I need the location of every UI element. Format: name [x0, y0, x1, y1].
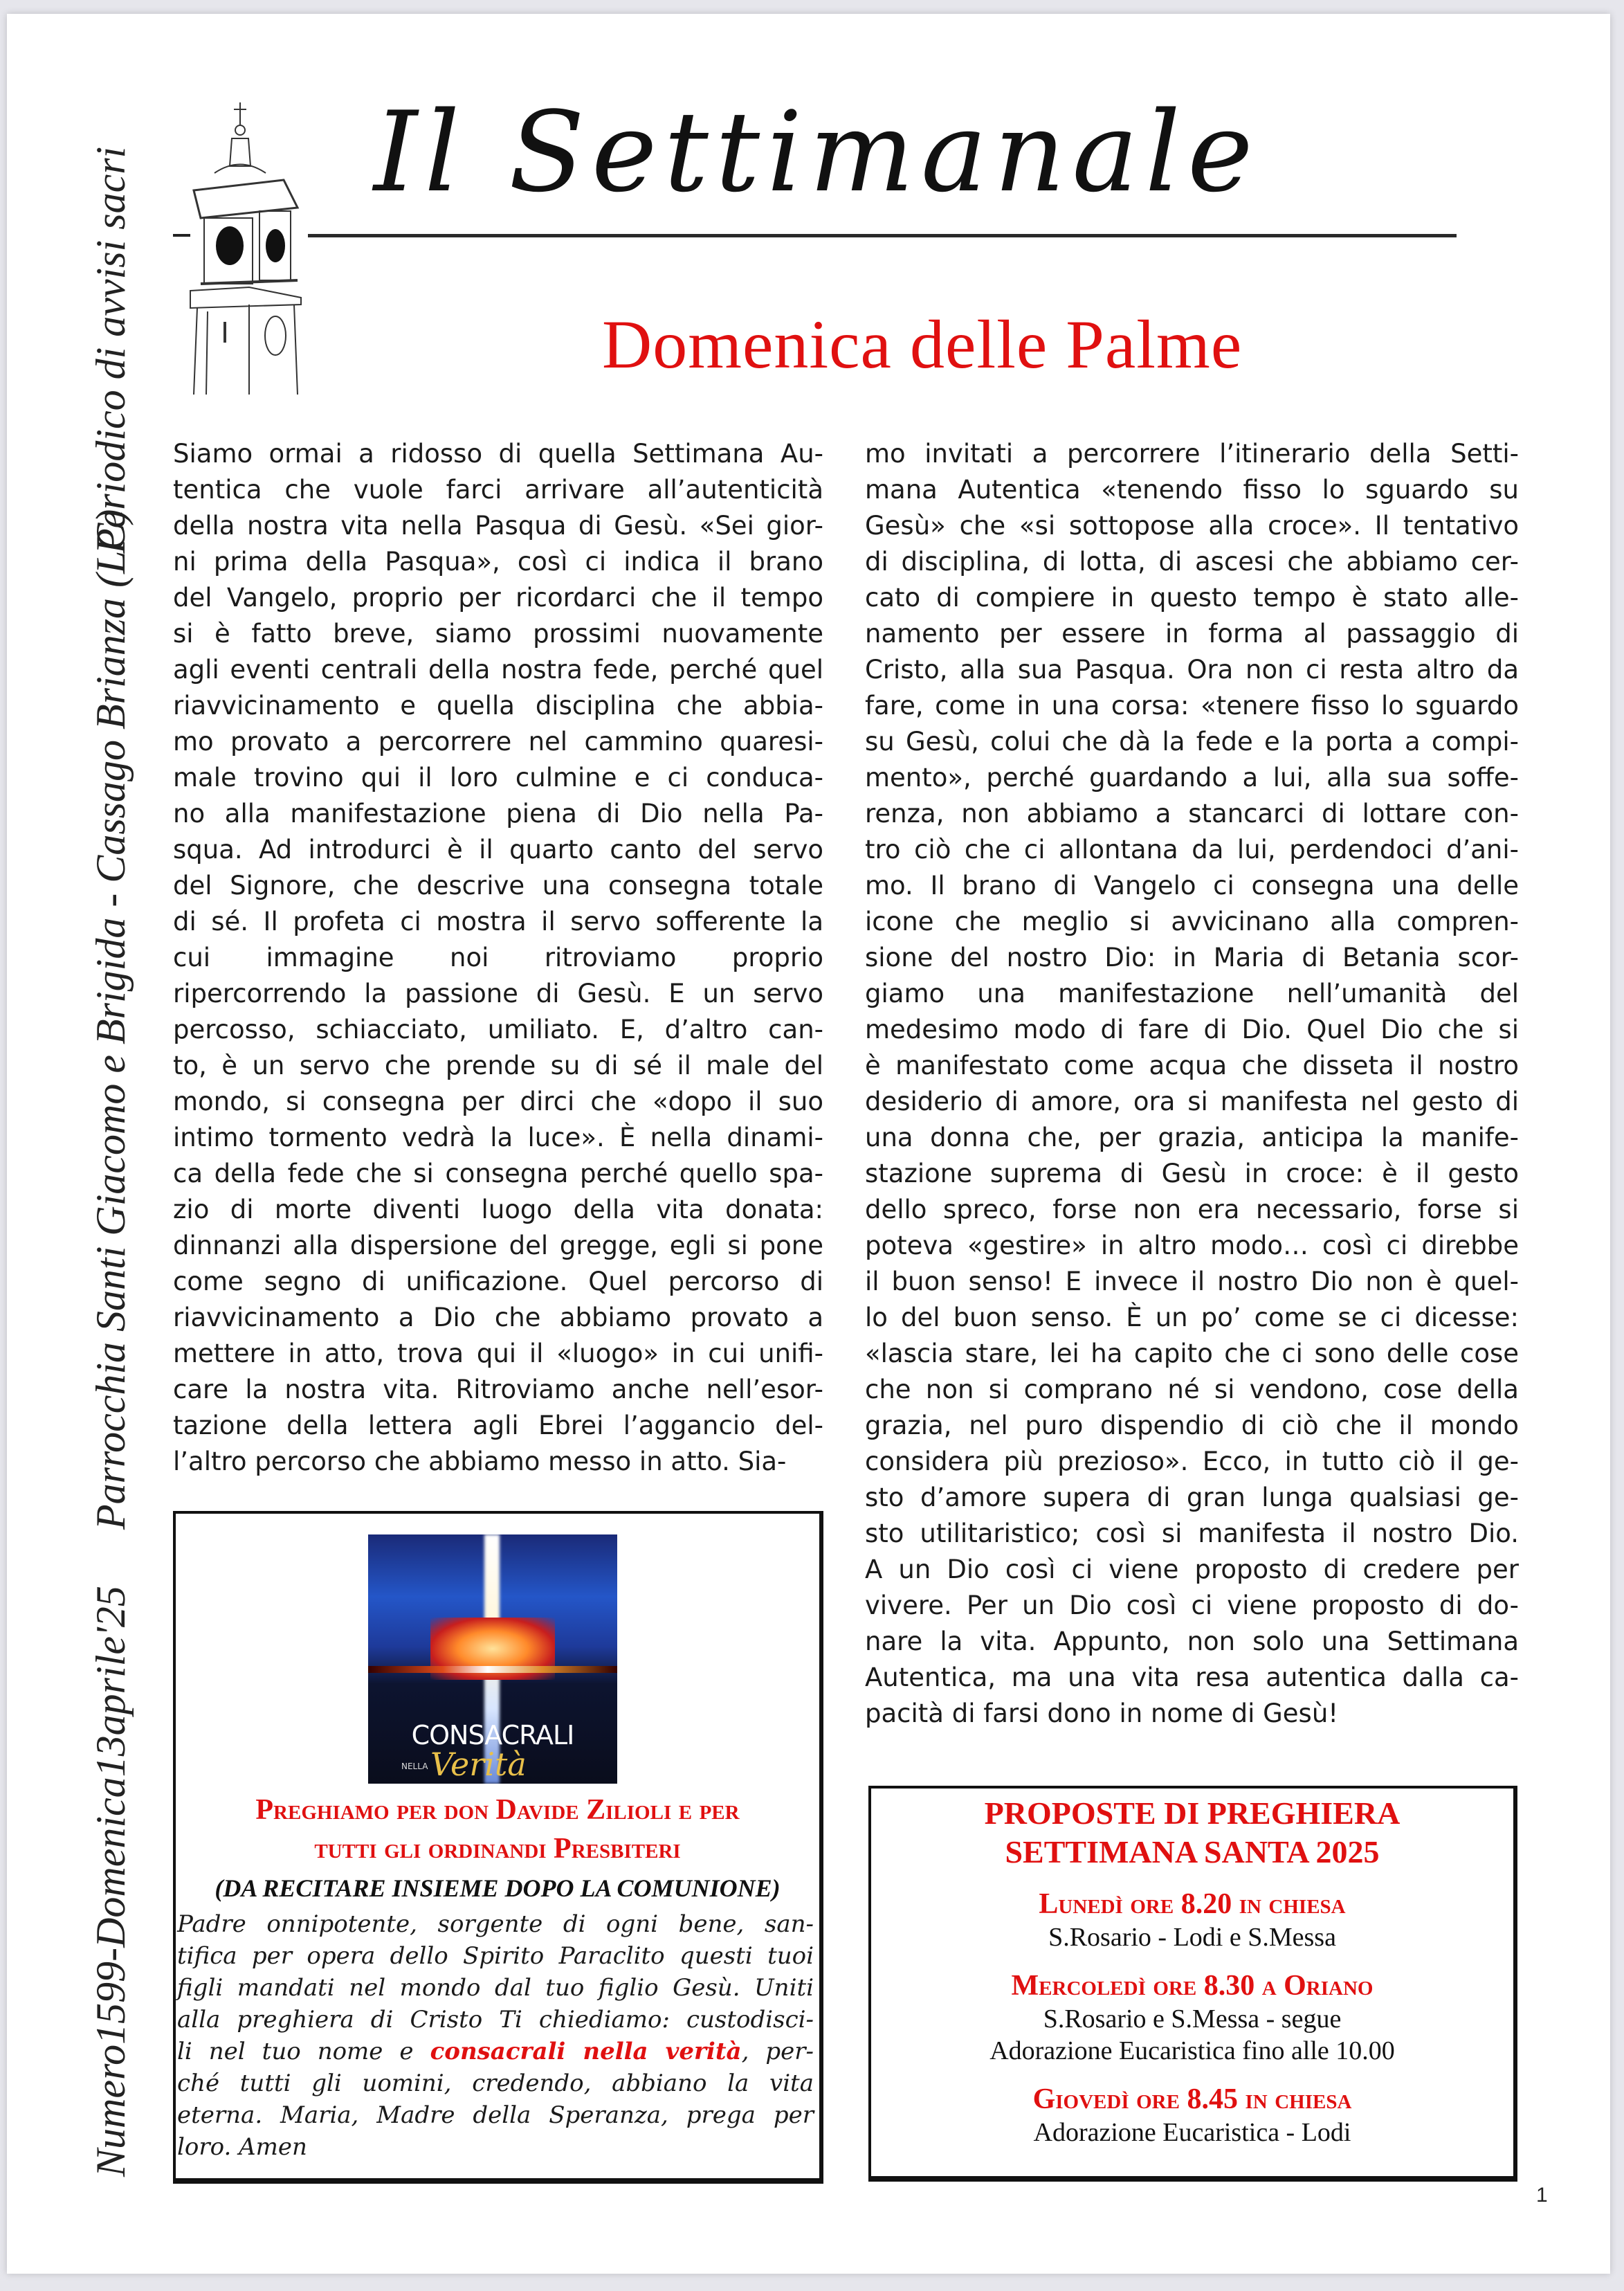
article-line: mo. Il brano di Vangelo ci consegna una delle	[865, 871, 1519, 900]
article-line: considera più prezioso». Ecco, in tutto ciò il ge-	[865, 1447, 1519, 1476]
article-line: Cristo, alla sua Pasqua. Ora non ci resta altro da	[865, 655, 1519, 685]
article-line: mo provato a percorrere nel cammino quaresi-	[173, 727, 823, 757]
article-line: di disciplina, di lotta, di ascesi che abbiamo cer-	[865, 547, 1519, 577]
schedule-box	[868, 1786, 1517, 2182]
article-line: renza, non abbiamo a stancarci di lottare con-	[865, 799, 1519, 828]
prayer-text	[177, 1908, 814, 2163]
article-line: pacità di farsi dono in nome di Gesù!	[865, 1699, 1339, 1728]
event-heading: Lunedì ore 8.20 in chiesa	[1039, 1888, 1346, 1920]
article-line: mettere in atto, trova qui il «luogo» in cui unifi-	[173, 1339, 823, 1368]
article-line: è manifestato come acqua che disseta il nostro	[865, 1051, 1519, 1080]
article-line: su Gesù, colui che dà la fede e la porta a compi-	[865, 727, 1519, 757]
prayer-line-text: li nel tuo nome e	[177, 2038, 430, 2065]
article-line: della nostra vita nella Pasqua di Gesù. «Sei gior-	[173, 511, 823, 541]
article-line: del Signore, che descrive una consegna totale	[173, 871, 823, 900]
prayer-heading	[176, 1791, 819, 1868]
article-line: care la nostra vita. Ritroviamo anche nell’esor-	[173, 1375, 823, 1404]
article-line: sto d’amore supera di gran lunga qualsiasi ge-	[865, 1483, 1519, 1512]
article-line: «lascia stare, lei ha capito che ci sono delle cose	[865, 1339, 1519, 1368]
article-line: medesimo modo di fare di Dio. Quel Dio che si	[865, 1015, 1519, 1044]
article-line: mondo, si consegna per dirci che «dopo il suo	[173, 1087, 823, 1116]
article-column-right	[865, 436, 1519, 1732]
article-line: no alla manifestazione piena di Dio nella Pa-	[173, 799, 823, 828]
article-line: grazia, nel puro dispendio di ciò che il mondo	[865, 1411, 1519, 1440]
prayer-line-text: , per-	[741, 2038, 814, 2065]
schedule-event	[871, 1887, 1513, 1953]
masthead-title: Il Settimanale	[374, 87, 1260, 217]
prayer-heading-line-2: tutti gli ordinandi Presbiteri	[314, 1833, 681, 1865]
consacrali-cover-image	[368, 1534, 617, 1784]
cover-small-text: NELLA	[401, 1762, 428, 1771]
cross-horizontal-graphic	[368, 1666, 617, 1673]
prayer-highlight: consacrali nella verità	[430, 2038, 742, 2065]
article-line: A un Dio così ci viene proposto di credere per	[865, 1555, 1519, 1584]
prayer-line: Padre onnipotente, sorgente di ogni bene, san-	[177, 1910, 814, 1938]
article-line: come segno di unificazione. Quel percorso di	[173, 1267, 823, 1296]
article-line: intimo tormento vedrà la luce». È nella dinami-	[173, 1123, 823, 1152]
article-line: ca della fede che si consegna perché quello spa-	[173, 1159, 823, 1188]
event-detail: S.Rosario - Lodi e S.Messa	[1048, 1923, 1336, 1952]
prayer-subheading: (DA RECITARE INSIEME DOPO LA COMUNIONE)	[215, 1874, 781, 1902]
event-detail: S.Rosario e S.Messa - segue	[1043, 2004, 1342, 2034]
article-line: cui immagine noi ritroviamo proprio	[173, 943, 823, 972]
article-line: il buon senso! E invece il nostro Dio non è quel-	[865, 1267, 1519, 1296]
article-line: zio di morte diventi luogo della vita donata:	[173, 1195, 823, 1224]
article-line: tentica che vuole farci arrivare all’autenticità	[173, 475, 823, 505]
article-line: ripercorrendo la passione di Gesù. E un servo	[173, 979, 823, 1008]
event-heading: Giovedì ore 8.45 in chiesa	[1032, 2083, 1352, 2115]
article-line: di sé. Il profeta ci mostra il servo sofferente la	[173, 907, 823, 936]
article-line: icone che meglio si avvicinano alla compren-	[865, 907, 1519, 936]
article-line: Gesù» che «si sottopose alla croce». Il tentativo	[865, 511, 1519, 541]
schedule-title	[871, 1794, 1513, 1872]
article-line: ni prima della Pasqua», così ci indica il brano	[173, 547, 823, 577]
article-line: mento», perché guardando a lui, alla sua soffe-	[865, 763, 1519, 793]
event-heading: Mercoledì ore 8.30 a Oriano	[1011, 1970, 1374, 2002]
prayer-box	[173, 1511, 823, 2184]
event-detail: Adorazione Eucaristica fino alle 10.00	[989, 2036, 1395, 2065]
article-line: del Vangelo, proprio per ricordarci che il tempo	[173, 583, 823, 613]
article-line: sto utilitaristico; così si manifesta il nostro Dio.	[865, 1519, 1519, 1548]
article-line: riavvicinamento e quella disciplina che abbia-	[173, 691, 823, 721]
article-line: tazione della lettera agli Ebrei l’aggancio del-	[173, 1411, 823, 1440]
article-line: si è fatto breve, siamo prossimi nuovamente	[173, 619, 823, 649]
article-line: cato di compiere in questo tempo è stato alle-	[865, 583, 1519, 613]
prayer-line: tifica per opera dello Spirito Paraclito questi tuoi	[177, 1942, 814, 1970]
newsletter-page	[7, 14, 1610, 2274]
article-line: desiderio di amore, ora si manifesta nel gesto di	[865, 1087, 1519, 1116]
article-line: Siamo ormai a ridosso di quella Settimana Au-	[173, 439, 823, 469]
article-line: tro ciò che ci allontana da lui, perdendoci d’ani-	[865, 835, 1519, 864]
article-line: dello spreco, forse non era necessario, forse si	[865, 1195, 1519, 1224]
prayer-line: loro. Amen	[177, 2133, 307, 2161]
article-column-left	[173, 436, 823, 1480]
masthead-rule	[308, 234, 1457, 237]
issue-label: Numero1599-Domenica13aprile'25	[87, 1586, 134, 2177]
bell-tower-icon	[173, 97, 318, 395]
article-line: riavvicinamento a Dio che abbiamo provato a	[173, 1303, 823, 1332]
prayer-line: ché tutti gli uomini, credendo, abbiano la vita	[177, 2070, 814, 2097]
periodical-label: Periodico di avvisi sacri	[87, 146, 134, 554]
article-line: namento per essere in forma al passaggio di	[865, 619, 1519, 649]
article-line: agli eventi centrali della nostra fede, perché quel	[173, 655, 823, 685]
prayer-line: eterna. Maria, Madre della Speranza, prega per	[177, 2101, 814, 2129]
article-line: squa. Ad introdurci è il quarto canto del servo	[173, 835, 823, 864]
article-line: lo del buon senso. È un po’ come se ci dicesse:	[865, 1303, 1519, 1332]
page-subtitle: Domenica delle Palme	[602, 306, 1243, 383]
page-number: 1	[1536, 2184, 1548, 2207]
prayer-line: figli mandati nel mondo dal tuo figlio Gesù. Uniti	[177, 1974, 814, 2002]
schedule-event	[871, 1968, 1513, 2067]
article-line: dinnanzi alla dispersione del gregge, egli si pone	[173, 1231, 823, 1260]
article-line: una donna che, per grazia, anticipa la manife-	[865, 1123, 1519, 1152]
event-detail: Adorazione Eucaristica - Lodi	[1033, 2118, 1351, 2147]
article-line: mana Autentica «tenendo fisso lo sguardo su	[865, 475, 1519, 505]
schedule-title-line-2: SETTIMANA SANTA 2025	[1005, 1834, 1380, 1869]
article-line: fare, come in una corsa: «tenere fisso lo sguardo	[865, 691, 1519, 721]
article-line: percosso, schiacciato, umiliato. E, d’altro can-	[173, 1015, 823, 1044]
sidebar-vertical-text	[83, 100, 138, 2177]
article-line: male trovino qui il loro culmine e ci conduca-	[173, 763, 823, 793]
prayer-heading-line-1: Preghiamo per don Davide Zilioli e per	[255, 1794, 740, 1826]
schedule-title-line-1: PROPOSTE DI PREGHIERA	[984, 1795, 1401, 1831]
parish-label: Parrocchia Santi Giacomo e Brigida - Cassago Brianza (LC)	[87, 509, 134, 1530]
article-line: poteva «gestire» in altro modo… così ci direbbe	[865, 1231, 1519, 1260]
article-line: sione del nostro Dio: in Maria di Betania scor-	[865, 943, 1519, 972]
cover-title: CONSACRALI	[411, 1720, 574, 1750]
article-line: vivere. Per un Dio così ci viene proposto di do-	[865, 1591, 1519, 1620]
article-line: nare la vita. Appunto, non solo una Settimana	[865, 1627, 1519, 1656]
schedule-event	[871, 2082, 1513, 2148]
cover-script-text: Verità	[430, 1746, 527, 1783]
article-line: l’altro percorso che abbiamo messo in atto. Sia-	[173, 1447, 787, 1476]
prayer-line: alla preghiera di Cristo Ti chiediamo: custodisci-	[177, 2006, 814, 2034]
article-line: mo invitati a percorrere l’itinerario della Setti-	[865, 439, 1519, 469]
article-line: stazione suprema di Gesù in croce: è il gesto	[865, 1159, 1519, 1188]
article-line: giamo una manifestazione nell’umanità del	[865, 979, 1519, 1008]
prayer-line	[177, 2036, 814, 2067]
article-line: to, è un servo che prende su di sé il male del	[173, 1051, 823, 1080]
article-line: che non si comprano né si vendono, cose della	[865, 1375, 1519, 1404]
article-line: Autentica, ma una vita resa autentica dalla ca-	[865, 1663, 1519, 1692]
